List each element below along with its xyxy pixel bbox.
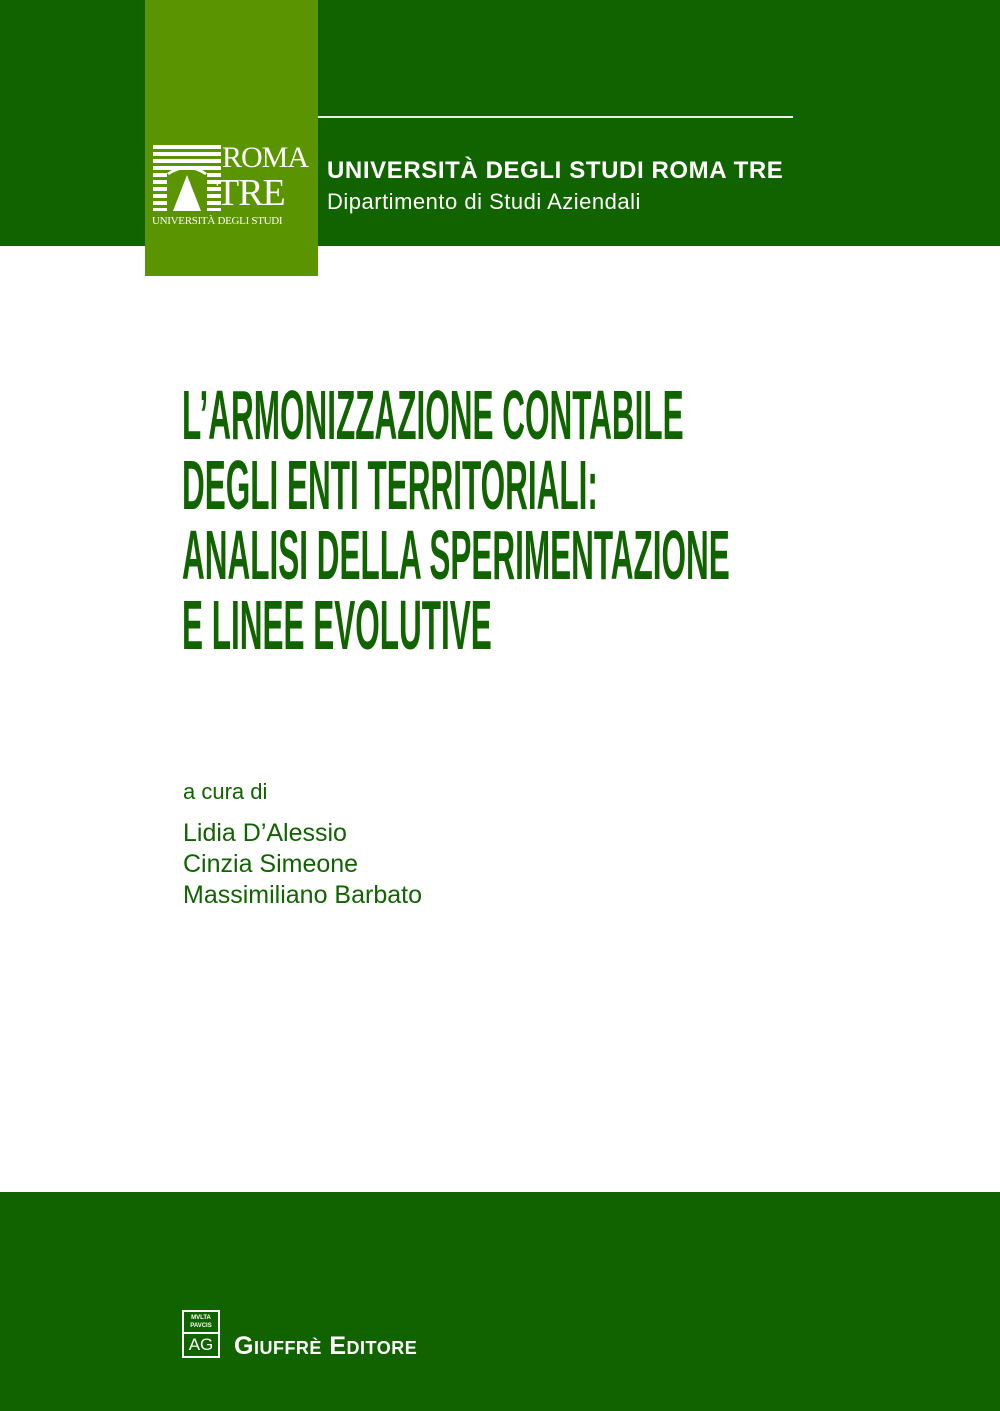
publisher-motto: MVLTA PAVCIS: [184, 1312, 218, 1334]
logo-tre: TRE: [216, 172, 285, 214]
publisher-name: Giuffrè Editore: [234, 1332, 418, 1360]
logo-university: UNIVERSITÀ DEGLI STUDI: [152, 215, 283, 227]
title-line: DEGLI ENTI TERRITORIALI:: [182, 446, 598, 524]
title-line: L’ARMONIZZAZIONE CONTABILE: [182, 376, 684, 454]
department-name: Dipartimento di Studi Aziendali: [327, 189, 641, 214]
arch-logo-icon: [153, 145, 221, 211]
curated-by-label: a cura di: [183, 779, 268, 804]
footer-band: [0, 1192, 1000, 1411]
publisher-initials: AG: [188, 1335, 214, 1354]
university-name: UNIVERSITÀ DEGLI STUDI ROMA TRE: [327, 157, 784, 184]
header-divider: [318, 116, 793, 118]
roma-tre-logo: [152, 143, 314, 229]
logo-roma: ROMA: [222, 141, 309, 174]
editor-name: Lidia D’Alessio: [183, 819, 347, 847]
title-line: ANALISI DELLA SPERIMENTAZIONE: [182, 516, 730, 594]
editors-list: [183, 818, 422, 911]
publisher-logo: [182, 1310, 220, 1358]
book-title: [182, 376, 1000, 664]
logo-panel: [145, 0, 318, 276]
title-line: E LINEE EVOLUTIVE: [182, 586, 492, 664]
editor-name: Massimiliano Barbato: [183, 881, 422, 909]
editor-name: Cinzia Simeone: [183, 850, 359, 878]
